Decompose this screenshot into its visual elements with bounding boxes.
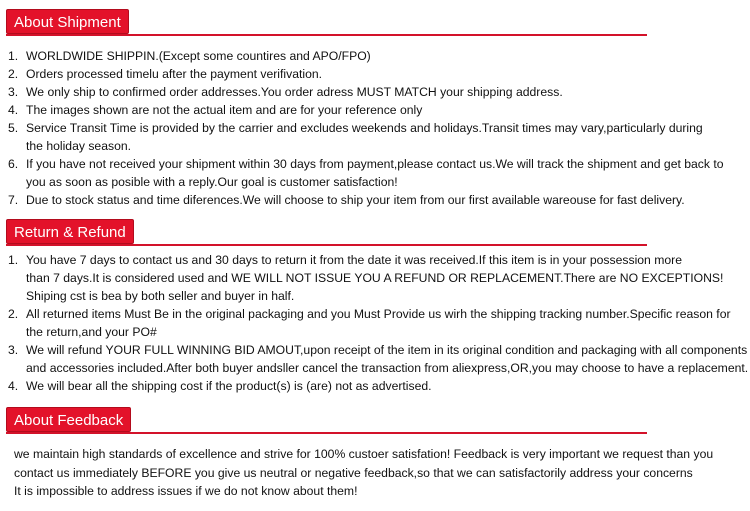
list-item xyxy=(8,155,724,191)
list-item xyxy=(8,65,724,83)
list-item-text: and accessories included.After both buyer andsller cancel the transaction from aliexpress,OR,you may choose to have a replacement. xyxy=(26,361,749,375)
list-item xyxy=(8,83,724,101)
list-item-text: the holiday season. xyxy=(26,139,132,153)
feedback-line: It is impossible to address issues if we do not know about them! xyxy=(14,484,358,498)
list-item xyxy=(8,101,724,119)
list-item xyxy=(8,47,724,65)
list-item xyxy=(8,377,748,395)
list-item-text: The images shown are not the actual item and are for your reference only xyxy=(26,103,423,117)
list-item-number: 2. xyxy=(8,307,19,321)
section-divider xyxy=(6,34,647,36)
section-title: About Shipment xyxy=(6,9,129,34)
shipment-list xyxy=(8,47,724,209)
list-item-number: 4. xyxy=(8,379,19,393)
list-item-number: 3. xyxy=(8,85,19,99)
list-item-number: 1. xyxy=(8,253,19,267)
list-item-number: 6. xyxy=(8,157,19,171)
feedback-text xyxy=(14,445,713,501)
list-item xyxy=(8,251,748,305)
feedback-line: we maintain high standards of excellence and strive for 100% custoer satisfation! Feedback is very important we request than you xyxy=(14,447,714,461)
list-item xyxy=(8,305,748,341)
list-item xyxy=(8,119,724,155)
list-item-text: Shiping cst is bea by both seller and buyer in half. xyxy=(26,289,295,303)
list-item xyxy=(8,341,748,377)
list-item-text: Orders processed timelu after the payment verifivation. xyxy=(26,67,323,81)
list-item-text: WORLDWIDE SHIPPIN.(Except some countires and APO/FPO) xyxy=(26,49,371,63)
list-item-text: the return,and your PO# xyxy=(26,325,157,339)
list-item-text: You have 7 days to contact us and 30 days to return it from the date it was received.If this item is in your possession more xyxy=(26,253,682,267)
list-item-text: Due to stock status and time diferences.We will choose to ship your item from our first available wareouse for fast delivery. xyxy=(26,193,685,207)
list-item-text: Service Transit Time is provided by the carrier and excludes weekends and holidays.Transit times may vary,particularly during xyxy=(26,121,703,135)
list-item-number: 5. xyxy=(8,121,19,135)
list-item-text: We will refund YOUR FULL WINNING BID AMOUT,upon receipt of the item in its original condition and packaging with all components xyxy=(26,343,748,357)
section-divider xyxy=(6,244,647,246)
refund-list xyxy=(8,251,748,395)
section-header-shipment xyxy=(6,9,666,36)
section-header-feedback xyxy=(6,407,666,434)
list-item-text: you as soon as posible with a reply.Our goal is customer satisfaction! xyxy=(26,175,398,189)
list-item-number: 7. xyxy=(8,193,19,207)
list-item-text: We only ship to confirmed order addresses.You order adress MUST MATCH your shipping address. xyxy=(26,85,563,99)
list-item-number: 3. xyxy=(8,343,19,357)
list-item-number: 2. xyxy=(8,67,19,81)
list-item-text: All returned items Must Be in the original packaging and you Must Provide us wirh the shipping tracking number.Specific reason for xyxy=(26,307,731,321)
feedback-line: contact us immediately BEFORE you give us neutral or negative feedback,so that we can satisfactorily address your concerns xyxy=(14,465,693,480)
list-item xyxy=(8,191,724,209)
list-item-number: 1. xyxy=(8,49,19,63)
section-title: Return & Refund xyxy=(6,219,134,244)
list-item-text: than 7 days.It is considered used and WE WILL NOT ISSUE YOU A REFUND OR REPLACEMENT.There are NO EXCEPTIONS! xyxy=(26,271,724,285)
section-divider xyxy=(6,432,647,434)
list-item-text: If you have not received your shipment within 30 days from payment,please contact us.We will track the shipment and get back to xyxy=(26,157,724,171)
section-header-refund xyxy=(6,219,666,246)
section-title: About Feedback xyxy=(6,407,131,432)
list-item-text: We will bear all the shipping cost if the product(s) is (are) not as advertised. xyxy=(26,379,432,393)
list-item-number: 4. xyxy=(8,103,19,117)
